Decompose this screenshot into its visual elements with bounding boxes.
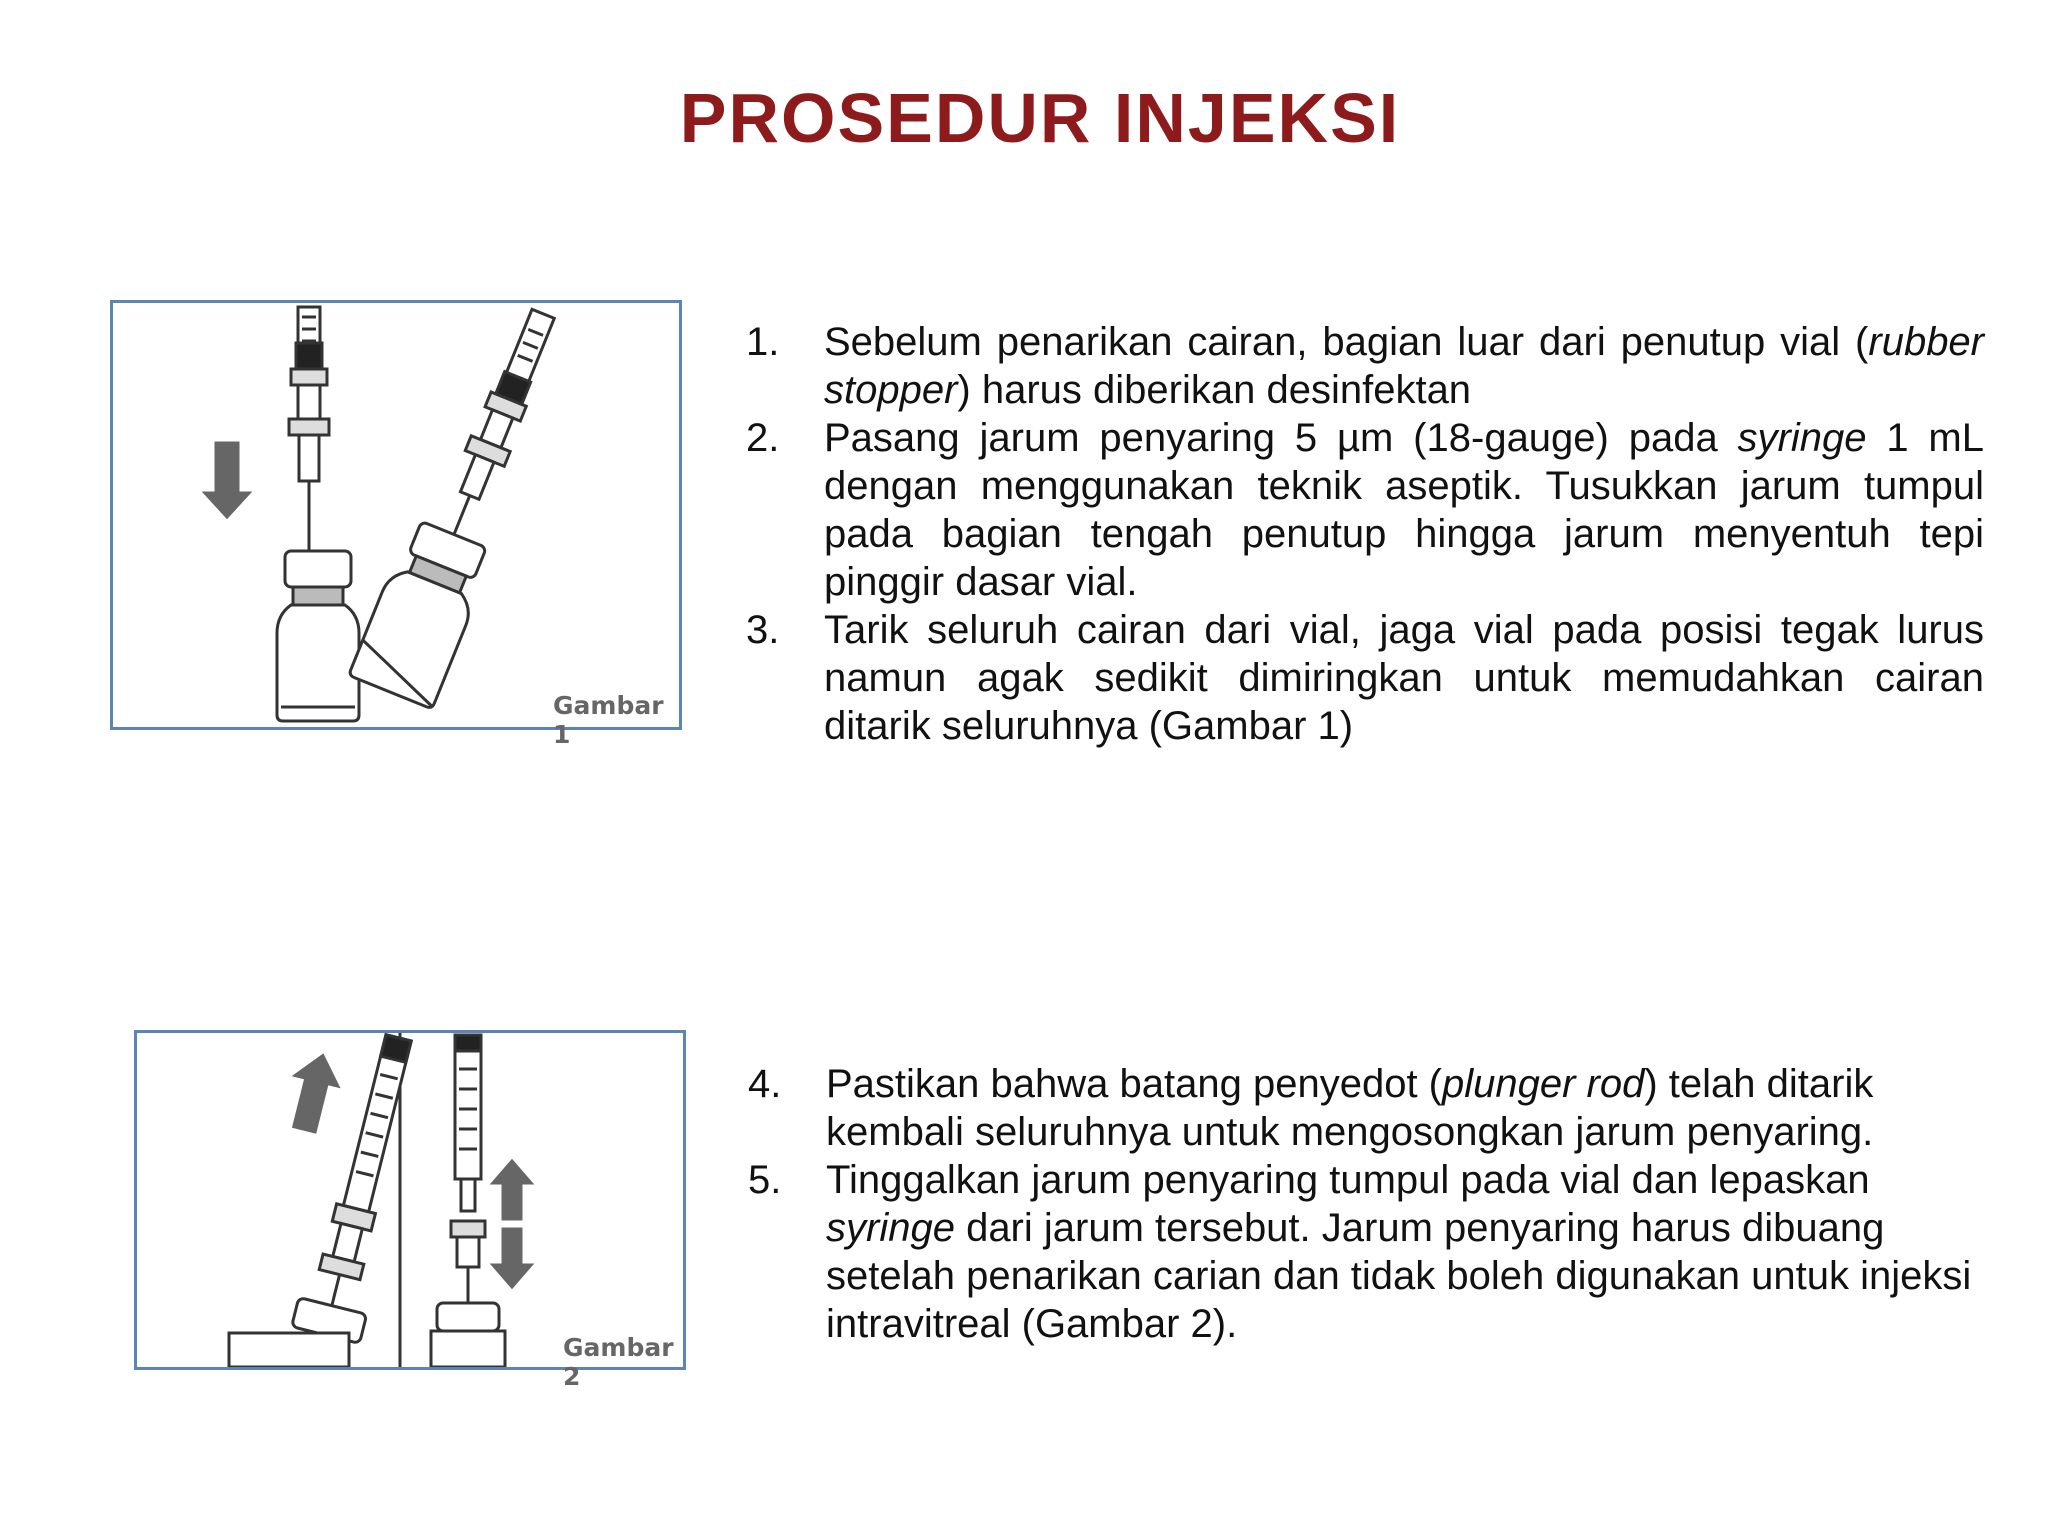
step-number: 2.	[746, 416, 780, 460]
syringe-vial-illustration-1	[113, 303, 679, 727]
list-item	[746, 414, 1984, 606]
step-text: Sebelum penarikan cairan, bagian luar dari penutup vial (rubber stopper) harus diberikan desinfektan	[824, 320, 1984, 412]
steps-list-2	[748, 1060, 1998, 1348]
step-text: Pastikan bahwa batang penyedot (plunger rod) telah ditarik kembali seluruhnya untuk mengosongkan jarum penyaring.	[826, 1062, 1874, 1154]
list-item	[746, 318, 1984, 414]
figure-1-caption: Gambar 1	[553, 691, 664, 749]
figure-1	[110, 300, 682, 749]
steps-list-1	[746, 318, 1984, 750]
list-item	[748, 1060, 1998, 1156]
page-title: PROSEDUR INJEKSI	[679, 79, 1401, 157]
syringe-vial-illustration-2	[137, 1033, 683, 1367]
list-item	[748, 1156, 1998, 1348]
figure-2-caption: Gambar 2	[563, 1333, 674, 1391]
step-text: Tarik seluruh cairan dari vial, jaga vial pada posisi tegak lurus namun agak sedikit dimiringkan untuk memudahkan cairan ditarik seluruhnya (Gambar 1)	[824, 608, 1984, 748]
step-number: 3.	[746, 608, 780, 652]
step-number: 1.	[746, 320, 780, 364]
step-number: 5.	[748, 1158, 782, 1202]
list-item	[746, 606, 1984, 750]
step-number: 4.	[748, 1062, 782, 1106]
step-text: Tinggalkan jarum penyaring tumpul pada vial dan lepaskan syringe dari jarum tersebut. Jarum penyaring harus dibuang setelah penarikan carian dan tidak boleh digunakan untuk injeksi intravitreal (Gambar 2).	[826, 1158, 1972, 1346]
step-text: Pasang jarum penyaring 5 µm (18-gauge) pada syringe 1 mL dengan menggunakan teknik aseptik. Tusukkan jarum tumpul pada bagian tengah penutup hingga jarum menyentuh tepi pinggir dasar vial.	[824, 416, 1984, 604]
figure-2	[134, 1030, 686, 1391]
